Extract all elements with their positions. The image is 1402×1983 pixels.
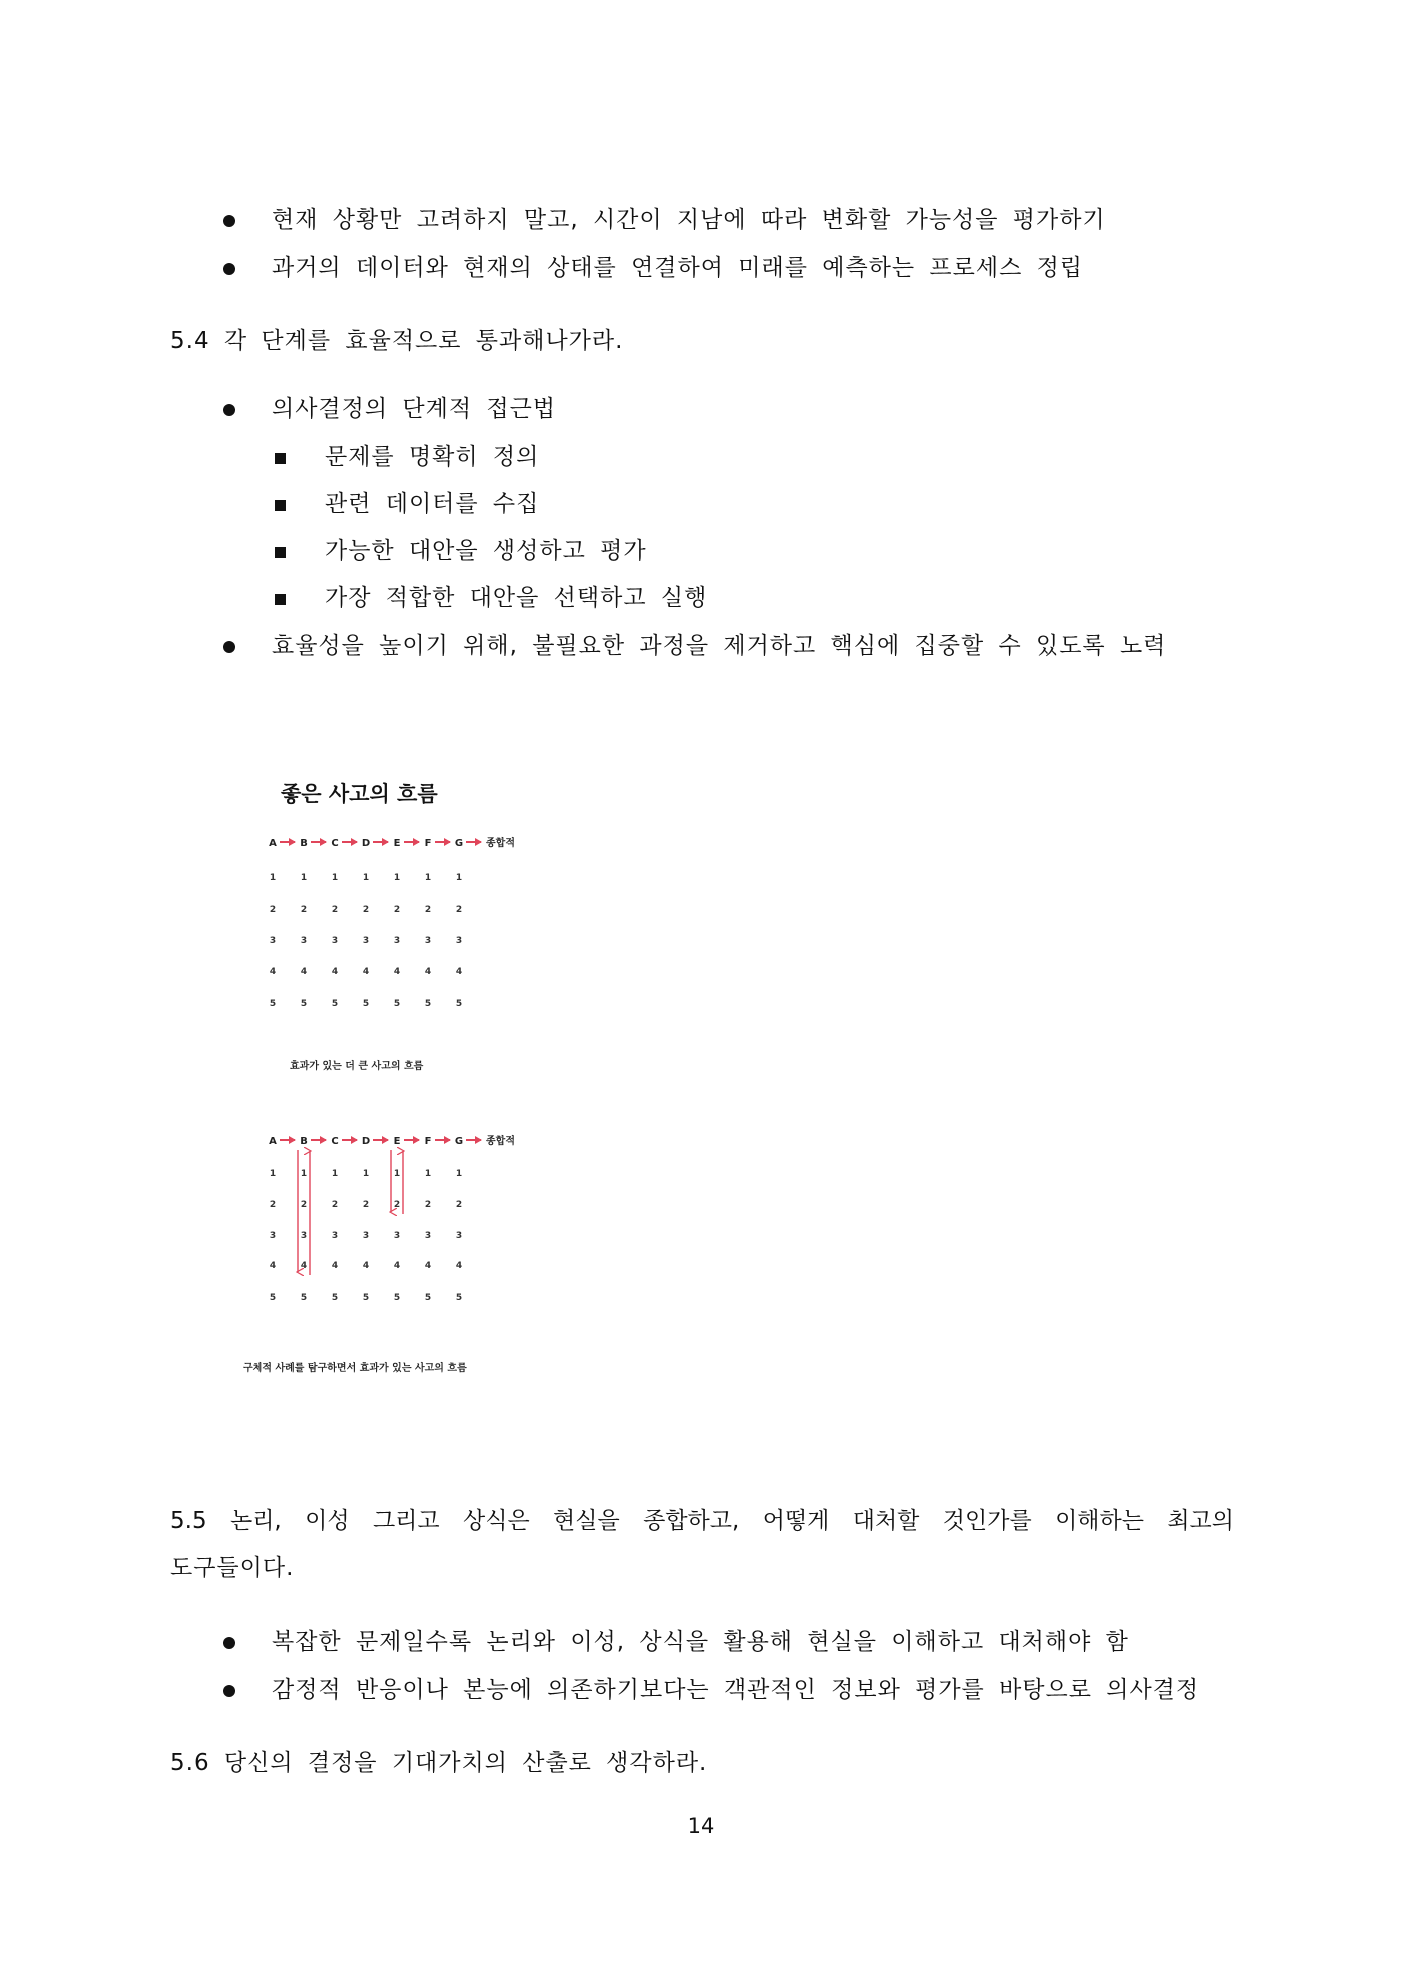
grid-cell: 3 [300,1231,308,1241]
grid-cell: 3 [424,1231,432,1241]
header-letter: A [269,838,277,849]
grid-cell: 2 [269,1200,277,1210]
grid-cell: 5 [455,1293,463,1303]
grid-cell: 3 [393,936,401,946]
grid-cell: 4 [300,967,308,977]
figure-caption-2: 구체적 사례를 탐구하면서 효과가 있는 사고의 흐름 [243,1363,467,1374]
figure-caption-1: 효과가 있는 더 큰 사고의 흐름 [290,1061,424,1072]
grid-cell: 4 [362,967,370,977]
grid-cell: 3 [362,1231,370,1241]
grid-cell: 2 [424,905,432,915]
grid-cell: 1 [300,1169,308,1179]
grid-cell: 3 [424,936,432,946]
grid-cell: 2 [393,905,401,915]
grid-cell: 5 [424,1293,432,1303]
grid-cell: 2 [362,1200,370,1210]
header-letter: E [393,838,401,849]
thought-flow-figure [230,830,590,1390]
grid-cell: 4 [424,1261,432,1271]
grid-cell: 2 [362,905,370,915]
bullet-icon [223,641,235,653]
bullet-icon [223,1637,235,1649]
bullet-icon [223,404,235,416]
grid-cell: 3 [300,936,308,946]
grid-cell: 5 [300,999,308,1009]
sub-item-4: 가장 적합한 대안을 선택하고 실행 [325,585,708,611]
grid-cell: 4 [424,967,432,977]
bullet-icon [223,263,235,275]
page-number: 14 [687,1814,715,1838]
grid-cell: 1 [300,873,308,883]
grid-cell: 2 [393,1200,401,1210]
grid-cell: 5 [331,999,339,1009]
square-bullet-icon [275,547,286,558]
grid-cell: 4 [269,1261,277,1271]
grid-cell: 4 [455,967,463,977]
grid-cell: 4 [393,1261,401,1271]
grid-cell: 4 [269,967,277,977]
grid-cell: 2 [455,905,463,915]
grid-cell: 1 [331,873,339,883]
grid-cell: 2 [331,905,339,915]
top-bullet-1: 현재 상황만 고려하지 말고, 시간이 지남에 따라 변화할 가능성을 평가하기 [272,207,1106,233]
section-5-5-bullet-2: 감정적 반응이나 본능에 의존하기보다는 객관적인 정보와 평가를 바탕으로 의사결정 [272,1677,1200,1703]
grid-cell: 5 [362,999,370,1009]
section-5-4-heading: 5.4 각 단계를 효율적으로 통과해나가라. [170,328,624,354]
section-5-5-heading-line1: 5.5 논리, 이성 그리고 상식은 현실을 종합하고, 어떻게 대처할 것인가를 이해하는 최고의 [170,1508,1234,1534]
grid-cell: 2 [269,905,277,915]
grid-cell: 1 [331,1169,339,1179]
grid-cell: 5 [269,999,277,1009]
sub-item-3: 가능한 대안을 생성하고 평가 [325,538,647,564]
grid-cell: 2 [300,905,308,915]
header-letter: D [361,1136,371,1147]
grid-cell: 4 [331,1261,339,1271]
grid-cell: 2 [331,1200,339,1210]
header-letter: F [424,1136,432,1147]
grid-cell: 3 [362,936,370,946]
header-end-label: 종합적 [486,838,515,849]
header-letter: F [424,838,432,849]
grid-cell: 2 [424,1200,432,1210]
header-letter: G [454,838,464,849]
grid-cell: 1 [362,873,370,883]
grid-cell: 4 [300,1261,308,1271]
header-letter: C [331,1136,339,1147]
grid-cell: 5 [424,999,432,1009]
header-letter: D [361,838,371,849]
grid-cell: 1 [455,873,463,883]
grid-cell: 1 [393,873,401,883]
header-letter: C [331,838,339,849]
section-5-6-heading: 5.6 당신의 결정을 기대가치의 산출로 생각하라. [170,1750,708,1776]
header-end-label: 종합적 [486,1136,515,1147]
grid-cell: 3 [455,936,463,946]
grid-cell: 3 [393,1231,401,1241]
grid-cell: 5 [331,1293,339,1303]
grid-cell: 1 [269,873,277,883]
grid-cell: 3 [331,1231,339,1241]
top-bullet-2: 과거의 데이터와 현재의 상태를 연결하여 미래를 예측하는 프로세스 정립 [272,255,1084,281]
grid-cell: 4 [331,967,339,977]
grid-cell: 4 [362,1261,370,1271]
section-5-4-bullet-1: 의사결정의 단계적 접근법 [272,396,557,422]
grid-cell: 3 [331,936,339,946]
grid-cell: 5 [269,1293,277,1303]
sub-item-1: 문제를 명확히 정의 [325,444,540,470]
bullet-icon [223,215,235,227]
sub-item-2: 관련 데이터를 수집 [325,491,540,517]
grid-cell: 5 [455,999,463,1009]
grid-cell: 4 [455,1261,463,1271]
grid-cell: 1 [424,1169,432,1179]
grid-cell: 1 [424,873,432,883]
grid-cell: 5 [362,1293,370,1303]
header-letter: B [300,838,308,849]
grid-cell: 2 [300,1200,308,1210]
header-letter: G [454,1136,464,1147]
header-letter: B [300,1136,308,1147]
header-letter: E [393,1136,401,1147]
header-letter: A [269,1136,277,1147]
grid-cell: 3 [269,936,277,946]
grid-cell: 5 [393,999,401,1009]
section-5-5-bullet-1: 복잡한 문제일수록 논리와 이성, 상식을 활용해 현실을 이해하고 대처해야 함 [272,1629,1129,1655]
section-5-5-heading-line2: 도구들이다. [170,1555,295,1581]
grid-cell: 1 [455,1169,463,1179]
figure-title: 좋은 사고의 흐름 [281,782,438,806]
grid-cell: 3 [269,1231,277,1241]
grid-cell: 5 [393,1293,401,1303]
grid-cell: 1 [362,1169,370,1179]
bullet-icon [223,1685,235,1697]
square-bullet-icon [275,594,286,605]
section-5-4-bullet-2: 효율성을 높이기 위해, 불필요한 과정을 제거하고 핵심에 집중할 수 있도록 노력 [272,633,1167,659]
square-bullet-icon [275,500,286,511]
grid-cell: 4 [393,967,401,977]
grid-cell: 1 [393,1169,401,1179]
grid-cell: 1 [269,1169,277,1179]
square-bullet-icon [275,453,286,464]
grid-cell: 2 [455,1200,463,1210]
grid-cell: 5 [300,1293,308,1303]
grid-cell: 3 [455,1231,463,1241]
